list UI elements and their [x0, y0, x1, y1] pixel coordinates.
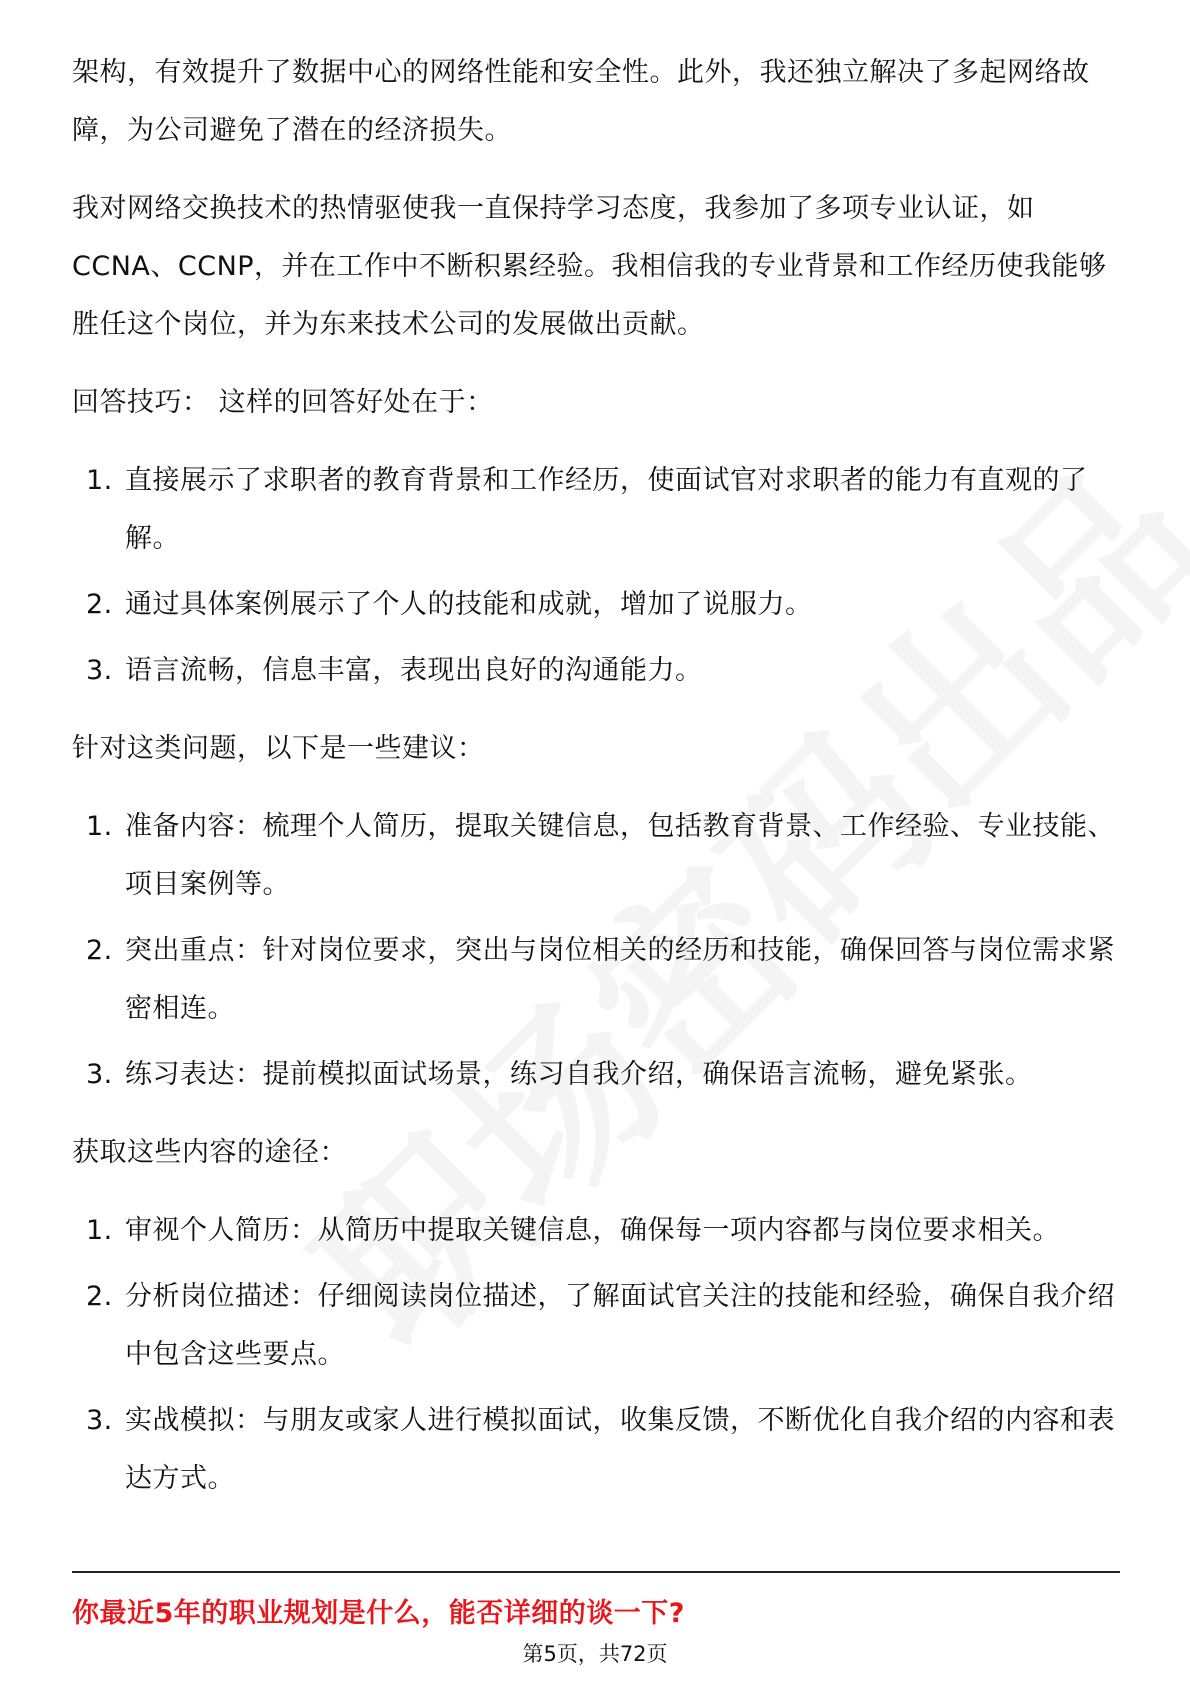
- next-question-heading: 你最近5年的职业规划是什么，能否详细的谈一下?: [72, 1598, 685, 1629]
- sources-list: [72, 1202, 1120, 1508]
- list-number: 1.: [86, 811, 113, 842]
- list-item-text: 准备内容：梳理个人简历，提取关键信息，包括教育背景、工作经验、专业技能、项目案例等。: [125, 811, 1115, 900]
- list-item-text: 突出重点：针对岗位要求，突出与岗位相关的经历和技能，确保回答与岗位需求紧密相连。: [125, 935, 1115, 1024]
- list-item: [72, 1268, 1120, 1384]
- sources-heading: 获取这些内容的途径：: [72, 1137, 347, 1168]
- list-item: [72, 1046, 1120, 1104]
- list-item-text: 练习表达：提前模拟面试场景，练习自我介绍，确保语言流畅，避免紧张。: [125, 1059, 1033, 1090]
- page-number-footer: 第5页，共72页: [522, 1642, 668, 1666]
- benefits-list: [72, 452, 1120, 700]
- list-item: [72, 922, 1120, 1038]
- list-number: 2.: [86, 935, 113, 966]
- suggestions-list: [72, 798, 1120, 1104]
- list-item: [72, 576, 1120, 634]
- document-body: [72, 44, 1120, 1528]
- list-item-text: 语言流畅，信息丰富，表现出良好的沟通能力。: [125, 655, 703, 686]
- list-item: [72, 798, 1120, 914]
- list-number: 2.: [86, 1281, 113, 1312]
- list-number: 1.: [86, 1215, 113, 1246]
- list-item: [72, 452, 1120, 568]
- list-item-text: 分析岗位描述：仔细阅读岗位描述，了解面试官关注的技能和经验，确保自我介绍中包含这些要点。: [125, 1281, 1115, 1370]
- list-item: [72, 1202, 1120, 1260]
- answer-tips-heading: 回答技巧： 这样的回答好处在于：: [72, 387, 494, 418]
- list-item-text: 审视个人简历：从简历中提取关键信息，确保每一项内容都与岗位要求相关。: [125, 1215, 1060, 1246]
- list-number: 2.: [86, 589, 113, 620]
- list-number: 1.: [86, 465, 113, 496]
- list-item-text: 实战模拟：与朋友或家人进行模拟面试，收集反馈，不断优化自我介绍的内容和表达方式。: [125, 1405, 1115, 1494]
- paragraph-2: 我对网络交换技术的热情驱使我一直保持学习态度，我参加了多项专业认证，如CCNA、CCNP，并在工作中不断积累经验。我相信我的专业背景和工作经历使我能够胜任这个岗位，并为东来技术公司的发展做出贡献。: [72, 193, 1107, 340]
- list-number: 3.: [86, 1405, 113, 1436]
- list-item: [72, 642, 1120, 700]
- list-item-text: 直接展示了求职者的教育背景和工作经历，使面试官对求职者的能力有直观的了解。: [125, 465, 1088, 554]
- section-divider: [72, 1571, 1120, 1573]
- list-item-text: 通过具体案例展示了个人的技能和成就，增加了说服力。: [125, 589, 813, 620]
- paragraph-1: 架构，有效提升了数据中心的网络性能和安全性。此外，我还独立解决了多起网络故障，为公司避免了潜在的经济损失。: [72, 57, 1090, 146]
- list-number: 3.: [86, 1059, 113, 1090]
- list-item: [72, 1392, 1120, 1508]
- suggestions-heading: 针对这类问题，以下是一些建议：: [72, 733, 485, 764]
- list-number: 3.: [86, 655, 113, 686]
